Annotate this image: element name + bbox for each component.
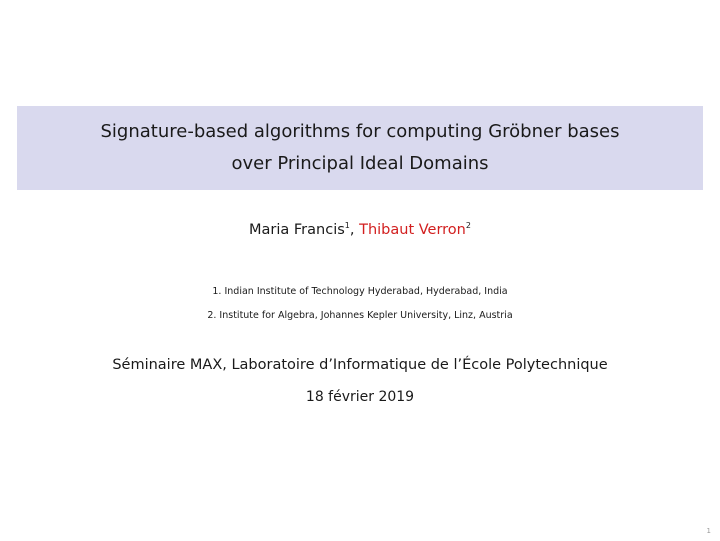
author-list [0, 222, 720, 238]
author-name-1: Maria Francis [249, 222, 345, 238]
author-affiliation-ref-2: 2 [465, 221, 471, 231]
affiliation-2: 2. Institute for Algebra, Johannes Kepler University, Linz, Austria [207, 310, 513, 321]
title-line-1: Signature-based algorithms for computing Gröbner bases [100, 121, 620, 142]
author-separator: , [349, 222, 360, 238]
author-affiliation-ref-1: 1 [344, 221, 350, 231]
presentation-date: 18 février 2019 [305, 389, 415, 405]
affiliation-1: 1. Indian Institute of Technology Hyderabad, Hyderabad, India [212, 286, 508, 297]
page-number: 1 [706, 527, 711, 535]
event-name: Séminaire MAX, Laboratoire d’Informatique de l’École Polytechnique [112, 357, 608, 373]
author-name-2: Thibaut Verron [359, 222, 466, 238]
title-line-2: over Principal Ideal Domains [231, 153, 489, 174]
title-band [17, 106, 703, 190]
